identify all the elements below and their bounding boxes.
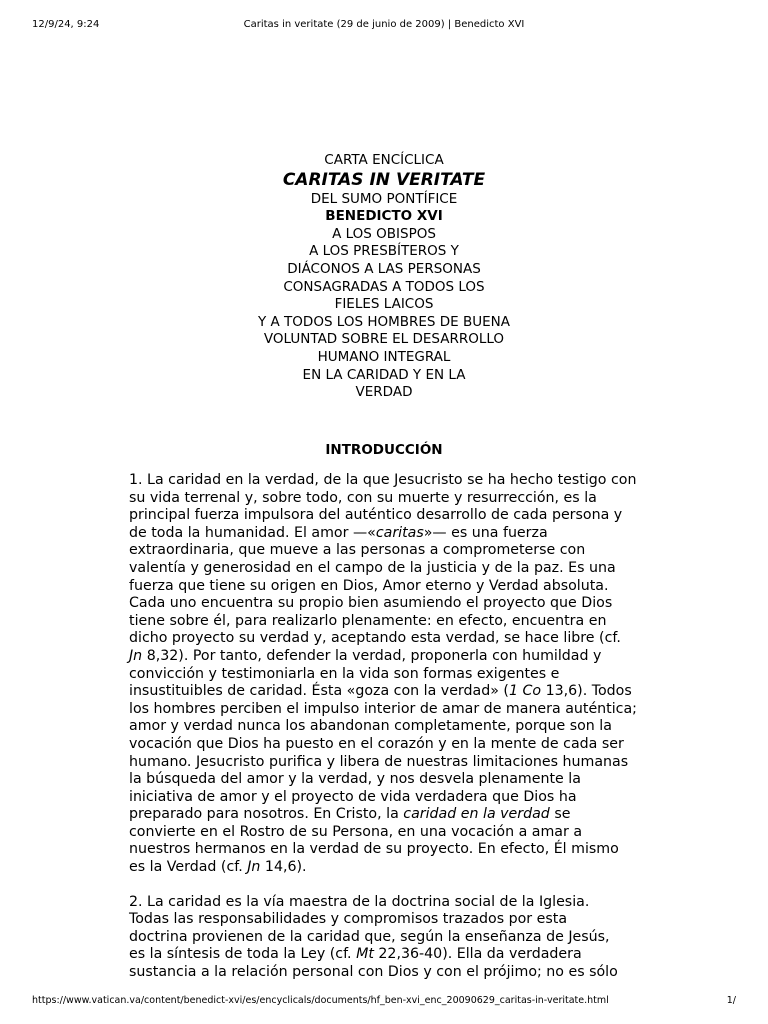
page-number: 1/ [726,995,736,1006]
text-line: principal fuerza impulsora del auténtico desarrollo de cada persona y [129,507,623,524]
text-line: nuestros hermanos en la verdad de su proyecto. En efecto, Él mismo [129,841,619,858]
text-line [129,806,639,824]
title-line-diaconos: DIÁCONOS A LAS PERSONAS [287,260,481,277]
text-line: doctrina provienen de la caridad que, según la enseñanza de Jesús, [129,928,610,945]
text-span: es la Verdad (cf. [129,859,248,876]
text-line: iniciativa de amor y el proyecto de vida verdadera que Dios ha [129,788,577,805]
print-url: https://www.vatican.va/content/benedict-xvi/es/encyclicals/documents/hf_ben-xvi_enc_20090629_caritas-in-veritate.html [32,995,609,1006]
text-span: 14,6). [260,859,307,876]
text-line: los hombres perciben el impulso interior de amar de manera auténtica; [129,700,637,717]
text-line: convierte en el Rostro de su Persona, en una vocación a amar a [129,823,583,840]
title-line-pontifice: DEL SUMO PONTÍFICE [310,190,458,207]
title-line-author: BENEDICTO XVI [325,208,443,225]
title-line-caridad: EN LA CARIDAD Y EN LA [302,366,466,383]
text-line [129,648,639,666]
text-line [129,859,639,877]
text-span: se [549,806,571,823]
text-span: de toda la humanidad. El amor —« [129,524,376,541]
text-line: 2. La caridad es la vía maestra de la doctrina social de la Iglesia. [129,893,590,910]
text-line [129,946,639,964]
encyclical-title: CARITAS IN VERITATE [282,169,486,190]
text-line: amor y verdad nunca los abandonan completamente, porque son la [129,718,612,735]
text-line: extraordinaria, que mueve a las personas a comprometerse con [129,542,586,559]
text-span: insustituibles de caridad. Ésta «goza con la verdad» ( [129,683,509,700]
title-line-hombres: Y A TODOS LOS HOMBRES DE BUENA [257,313,511,330]
text-line: su vida terrenal y, sobre todo, con su muerte y resurrección, es la [129,489,597,506]
paragraph-2 [129,894,639,982]
text-span: 22,36-40). Ella da verdadera [373,946,582,963]
text-line: valentía y generosidad en el campo de la justicia y de la paz. Es una [129,559,616,576]
text-span: preparado para nosotros. En Cristo, la [129,806,404,823]
title-line-presbiteros: A LOS PRESBÍTEROS Y [309,243,459,260]
text-line: tiene sobre él, para realizarlo plenamente: en efecto, encuentra en [129,612,607,629]
text-line [129,525,639,543]
print-datetime: 12/9/24, 9:24 [32,19,100,30]
paragraph-1 [129,472,639,877]
title-line-voluntad: VOLUNTAD SOBRE EL DESARROLLO [263,331,505,348]
bible-reference: Mt [356,946,374,963]
title-line-humano: HUMANO INTEGRAL [317,348,451,365]
text-line: Todas las responsabilidades y compromisos trazados por esta [129,911,568,928]
text-line [129,683,639,701]
print-page-title: Caritas in veritate (29 de junio de 2009) | Benedicto XVI [243,19,525,30]
italic-term: caridad en la verdad [403,806,550,823]
document-body [129,472,639,999]
text-line: dicho proyecto su verdad y, aceptando esta verdad, se hace libre (cf. [129,630,621,647]
title-line-obispos: A LOS OBISPOS [332,225,436,242]
bible-reference: 1 Co [508,683,542,700]
text-span: 8,32). Por tanto, defender la verdad, proponerla con humildad y [142,647,602,664]
text-line: la búsqueda del amor y la verdad, y nos desvela plenamente la [129,771,581,788]
text-line: Cada uno encuentra su propio bien asumiendo el proyecto que Dios [129,595,613,612]
title-line-consagradas: CONSAGRADAS A TODOS LOS [283,278,485,295]
print-footer [32,994,736,1008]
text-line: 1. La caridad en la verdad, de la que Jesucristo se ha hecho testigo con [129,472,637,488]
italic-term: caritas [375,524,424,541]
text-line: sustancia a la relación personal con Dios y con el prójimo; no es sólo [129,964,618,981]
text-line: convicción y testimoniarla en la vida son formas exigentes e [129,665,560,682]
title-line-carta: CARTA ENCÍCLICA [324,152,444,168]
document-title-block [0,152,768,402]
section-heading-introduccion: INTRODUCCIÓN [325,442,443,458]
bible-reference: Jn [129,647,143,664]
title-line-verdad: VERDAD [355,384,413,401]
text-span: es la síntesis de toda la Ley (cf. [129,946,357,963]
text-line: vocación que Dios ha puesto en el corazón y en la mente de cada ser [129,735,624,752]
print-header [32,18,736,32]
text-span: »— es una fuerza [423,524,548,541]
bible-reference: Jn [247,859,261,876]
text-line: fuerza que tiene su origen en Dios, Amor eterno y Verdad absoluta. [129,577,609,594]
text-line: humano. Jesucristo purifica y libera de nuestras limitaciones humanas [129,753,629,770]
text-span: 13,6). Todos [541,683,632,700]
title-line-laicos: FIELES LAICOS [334,296,434,313]
